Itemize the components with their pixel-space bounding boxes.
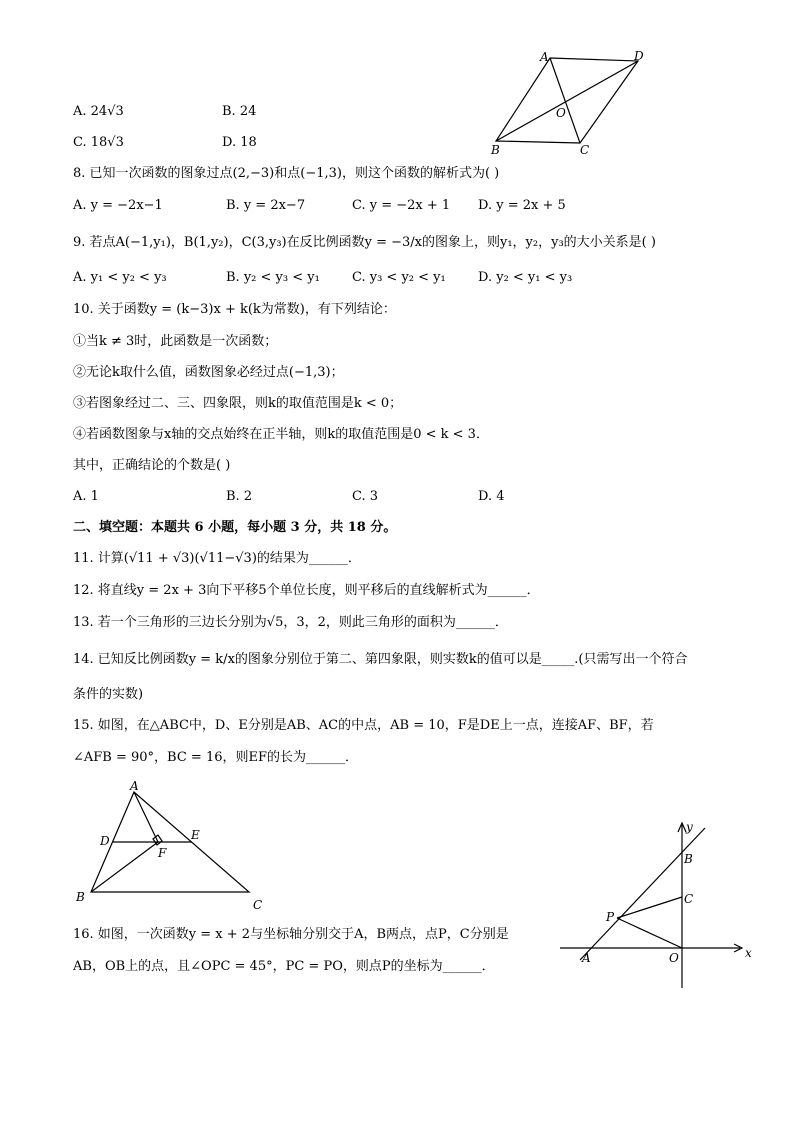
q11-text: 11. 计算(√11 + √3)(√11−√3)的结果为______． <box>73 551 361 566</box>
label-p: P <box>606 910 615 924</box>
label-d: D <box>100 834 110 848</box>
q10-option-b: B. 2 <box>226 489 253 504</box>
parallelogram-figure <box>488 48 648 158</box>
q9-option-d: D. y₂ < y₁ < y₃ <box>478 270 573 285</box>
label-x-axis: x <box>745 946 752 960</box>
label-a: A <box>582 951 591 965</box>
label-a: A <box>130 779 139 793</box>
triangle-figure <box>70 775 280 915</box>
coordinate-figure <box>558 815 758 995</box>
q9-option-b: B. y₂ < y₃ < y₁ <box>226 270 320 285</box>
q10-option-a: A. 1 <box>73 489 99 504</box>
label-c: C <box>580 143 590 157</box>
q10-option-c: C. 3 <box>352 489 379 504</box>
q16-line-2: AB，OB上的点，且∠OPC = 45°，PC = PO，则点P的坐标为______． <box>73 959 495 974</box>
segment-pc <box>617 897 682 918</box>
label-o: O <box>669 951 679 965</box>
q8-stem: 8. 已知一次函数的图象过点(2,−3)和点(−1,3)，则这个函数的解析式为( ) <box>73 166 500 181</box>
q13-text: 13. 若一个三角形的三边长分别为√5，3，2，则此三角形的面积为______． <box>73 615 508 630</box>
q15-line-1: 15. 如图，在△ABC中，D、E分别是AB、AC的中点，AB = 10，F是DE上一点，连接AF、BF，若 <box>73 718 654 733</box>
label-y-axis: y <box>686 820 693 834</box>
q10-item-4: ④若函数图象与x轴的交点始终在正半轴，则k的取值范围是0 < k < 3． <box>73 427 489 442</box>
section-heading-fill-in: 二、填空题：本题共 6 小题，每小题 3 分，共 18 分。 <box>73 520 397 535</box>
label-b: B <box>491 143 500 157</box>
q9-option-c: C. y₃ < y₂ < y₁ <box>352 270 446 285</box>
q8-option-c: C. y = −2x + 1 <box>352 198 451 213</box>
q8-option-a: A. y = −2x−1 <box>73 198 163 213</box>
segment-bf <box>91 842 158 892</box>
diagonal-ac <box>550 58 580 143</box>
segment-po <box>617 918 682 948</box>
diagonal-bd <box>496 61 638 141</box>
q15-line-2: ∠AFB = 90°，BC = 16，则EF的长为______． <box>73 750 359 765</box>
q14-line-1: 14. 已知反比例函数y = k/x的图象分别位于第二、第四象限，则实数k的值可以是_____.(只需写出一个符合 <box>73 652 688 667</box>
q14-line-2: 条件的实数) <box>73 687 144 702</box>
label-a: A <box>540 50 549 64</box>
label-f: F <box>158 846 167 860</box>
label-e: E <box>191 828 200 842</box>
label-b: B <box>76 890 85 904</box>
segment-af <box>134 792 158 842</box>
q10-item-2: ②无论k取什么值，函数图象必经过点(−1,3)； <box>73 365 344 380</box>
q10-stem: 10. 关于函数y = (k−3)x + k(k为常数)，有下列结论： <box>73 302 396 317</box>
q16-line-1: 16. 如图，一次函数y = x + 2与坐标轴分别交于A，B两点，点P，C分别是 <box>73 927 509 942</box>
label-c: C <box>253 898 263 912</box>
q12-text: 12. 将直线y = 2x + 3向下平移5个单位长度，则平移后的直线解析式为______． <box>73 583 540 598</box>
label-b: B <box>684 852 693 866</box>
q7-option-c: C. 18√3 <box>73 135 124 150</box>
q10-option-d: D. 4 <box>478 489 505 504</box>
q9-stem: 9. 若点A(−1,y₁)，B(1,y₂)，C(3,y₃)在反比例函数y = −3/x的图象上，则y₁，y₂，y₃的大小关系是( ) <box>73 235 656 250</box>
q7-option-d: D. 18 <box>222 135 257 150</box>
q10-question: 其中，正确结论的个数是( ) <box>73 458 231 473</box>
q10-item-3: ③若图象经过二、三、四象限，则k的取值范围是k < 0； <box>73 396 403 411</box>
q8-option-b: B. y = 2x−7 <box>226 198 306 213</box>
label-c: C <box>684 892 694 906</box>
q9-option-a: A. y₁ < y₂ < y₃ <box>73 270 167 285</box>
label-d: D <box>634 49 644 63</box>
q8-option-d: D. y = 2x + 5 <box>478 198 566 213</box>
q10-item-1: ①当k ≠ 3时，此函数是一次函数； <box>73 334 278 349</box>
label-o: O <box>556 106 566 120</box>
q7-option-b: B. 24 <box>222 104 257 119</box>
q7-option-a: A. 24√3 <box>73 104 124 119</box>
